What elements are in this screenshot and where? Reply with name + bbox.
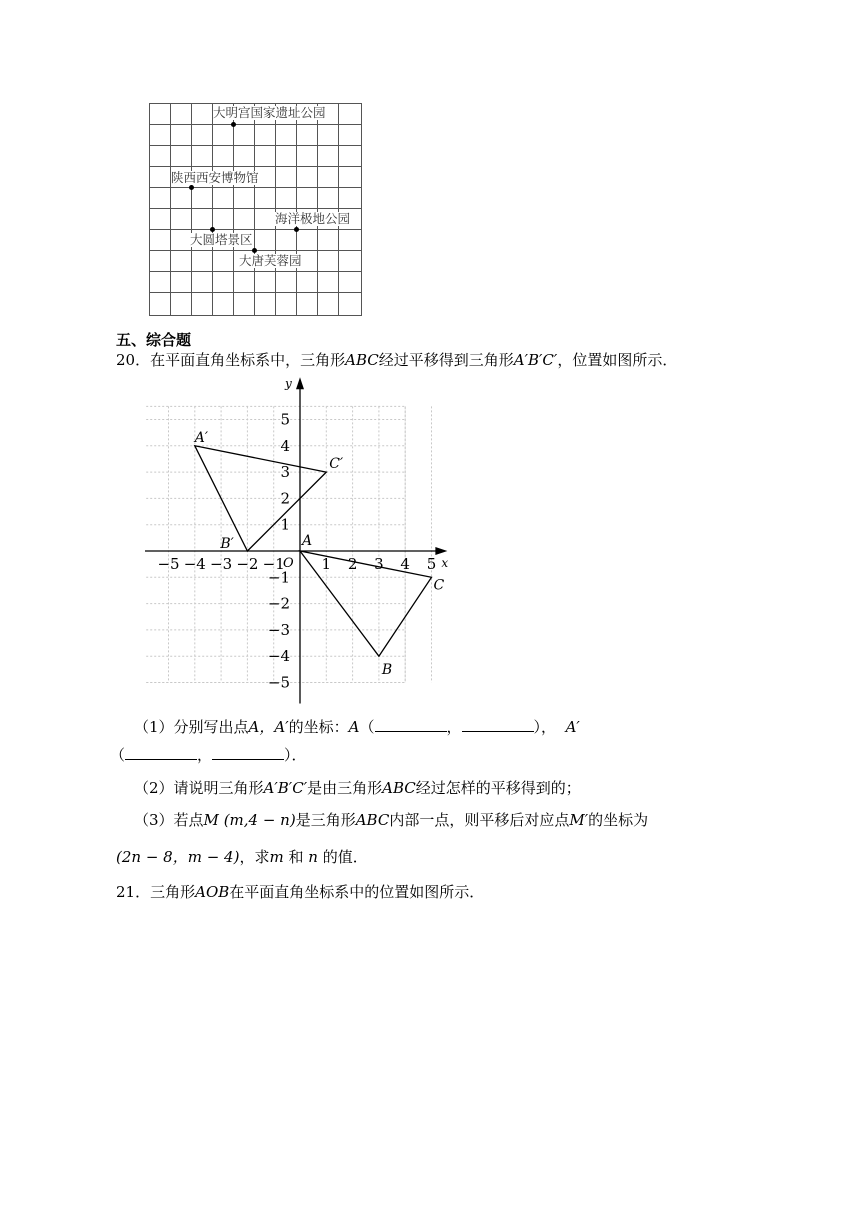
y-tick-label: −3 xyxy=(267,620,290,639)
x-tick-label: −5 xyxy=(157,555,180,573)
q20-p1-open: （ xyxy=(359,718,375,736)
y-tick-label: 2 xyxy=(280,489,290,508)
point-label-B-prime: B′ xyxy=(220,536,234,552)
q20-p3-text-c: 内部一点，则平移后对应点 xyxy=(389,811,570,829)
y-axis-arrow xyxy=(296,377,304,389)
q20-p3-m: m xyxy=(269,848,284,866)
point-label-B: B xyxy=(381,662,393,679)
map-point-ocean-park xyxy=(294,227,299,232)
q20-p2-abc-prime: A′B′C′ xyxy=(263,779,308,797)
map-grid xyxy=(149,103,362,316)
q20-number: 20． xyxy=(116,351,151,369)
q20-p3-text-a: （3）若点 xyxy=(134,811,204,829)
q20-part3 xyxy=(134,809,648,831)
q20-p1-close: ）， xyxy=(533,718,557,736)
q20-p2-abc: ABC xyxy=(382,779,416,797)
map-label-big-pagoda: 大圆塔景区 xyxy=(190,232,253,247)
q20-p3-text-f: 的值． xyxy=(322,848,368,866)
q20-p3-text-e: ，求 xyxy=(239,848,270,866)
q20-stem-a: 在平面直角坐标系中，三角形 xyxy=(150,351,346,369)
grid-border xyxy=(145,406,405,682)
map-point-shaanxi-museum xyxy=(189,185,194,190)
q20-p3-coord2: (2n − 8，m − 4) xyxy=(116,848,240,866)
y-axis-label: y xyxy=(285,376,292,391)
map-figure xyxy=(149,103,362,316)
q21-stem-a: 三角形 xyxy=(150,883,196,901)
q20-abc-prime: A′B′C′ xyxy=(513,351,558,369)
graph-point-labels xyxy=(193,430,445,678)
answer-blank-A1-y[interactable] xyxy=(212,744,284,760)
point-label-A: A xyxy=(302,533,313,549)
y-tick-label: −2 xyxy=(267,594,290,613)
x-tick-label: 2 xyxy=(347,555,358,573)
x-tick-label: 3 xyxy=(374,555,384,573)
q20-p3-n: n xyxy=(308,848,318,866)
q20-p3-text-b: 是三角形 xyxy=(295,811,356,829)
map-label-tang-paradise: 大唐芙蓉园 xyxy=(239,253,302,268)
q20-p3-M-prime: M′ xyxy=(569,811,589,829)
y-tick-label: 5 xyxy=(280,410,290,429)
map-label-shaanxi-museum: 陕西西安博物馆 xyxy=(171,170,259,185)
map-point-daming-palace xyxy=(231,122,236,127)
q20-p1-text-b: 的坐标： xyxy=(288,718,349,736)
x-axis-arrow xyxy=(435,547,447,555)
map-label-daming-palace: 大明宫国家遗址公园 xyxy=(213,105,326,120)
x-tick-label: −4 xyxy=(183,555,206,573)
q20-stem xyxy=(116,349,677,371)
origin-label: O xyxy=(283,556,294,571)
q21-number: 21． xyxy=(116,883,151,901)
x-tick-label: −2 xyxy=(236,555,259,573)
coordinate-graph xyxy=(145,374,475,714)
y-tick-label: 1 xyxy=(280,515,290,534)
point-label-A-prime: A′ xyxy=(194,429,209,446)
section-title: 五、综合题 xyxy=(116,331,192,349)
q20-part1-line2 xyxy=(110,744,307,766)
answer-blank-A1-x[interactable] xyxy=(125,744,197,760)
answer-blank-A-x[interactable] xyxy=(375,716,447,732)
y-tick-label: −1 xyxy=(267,568,290,587)
point-label-C: C xyxy=(433,577,445,594)
y-tick-label: −4 xyxy=(267,647,290,666)
answer-blank-A-y[interactable] xyxy=(462,716,534,732)
q20-p1-points: A，A′ xyxy=(248,718,289,736)
q20-p1-A: A xyxy=(348,718,360,736)
x-tick-label: −3 xyxy=(210,555,233,573)
q20-p1-comma: ， xyxy=(446,718,462,736)
q20-p3-abc: ABC xyxy=(355,811,390,829)
q21-stem-b: 在平面直角坐标系中的位置如图所示． xyxy=(229,883,485,901)
point-label-C-prime: C′ xyxy=(329,456,344,473)
q20-p1-text-a: （1）分别写出点 xyxy=(134,718,249,736)
x-tick-label: −1 xyxy=(262,555,285,573)
q20-part2 xyxy=(134,777,581,799)
y-tick-label: 3 xyxy=(280,463,290,482)
q20-stem-b: 经过平移得到三角形 xyxy=(378,351,514,369)
map-label-ocean-park: 海洋极地公园 xyxy=(275,211,351,226)
q20-part1 xyxy=(134,716,580,738)
y-tick-label: 4 xyxy=(280,436,290,455)
q21-aob: AOB xyxy=(195,883,230,901)
q20-p1-open2: （ xyxy=(110,746,126,764)
x-axis-label: x xyxy=(441,556,449,570)
q20-part3-line2 xyxy=(116,846,368,868)
x-tick-label: 5 xyxy=(426,555,437,573)
q20-p3-coord: (m,4 − n) xyxy=(223,811,296,829)
q20-p3-M: M xyxy=(203,811,219,829)
q20-p2-text-a: （2）请说明三角形 xyxy=(134,779,264,797)
q20-p1-comma2: ， xyxy=(197,746,213,764)
graph-axes xyxy=(145,376,448,703)
y-tick-label: −5 xyxy=(267,673,290,692)
q20-p1-end: ）． xyxy=(284,746,307,764)
x-tick-label: 4 xyxy=(400,555,410,573)
q20-p3-text-d: 的坐标为 xyxy=(588,811,649,829)
q20-p1-A-prime: A′ xyxy=(565,718,580,736)
q20-p3-and: 和 xyxy=(288,848,304,866)
x-tick-label: 1 xyxy=(321,555,332,573)
q20-p2-text-c: 经过怎样的平移得到的； xyxy=(415,779,581,797)
q20-stem-c: ，位置如图所示． xyxy=(557,351,678,369)
q21-stem xyxy=(116,881,484,903)
q20-p2-text-b: 是由三角形 xyxy=(307,779,383,797)
q20-abc: ABC xyxy=(345,351,379,369)
